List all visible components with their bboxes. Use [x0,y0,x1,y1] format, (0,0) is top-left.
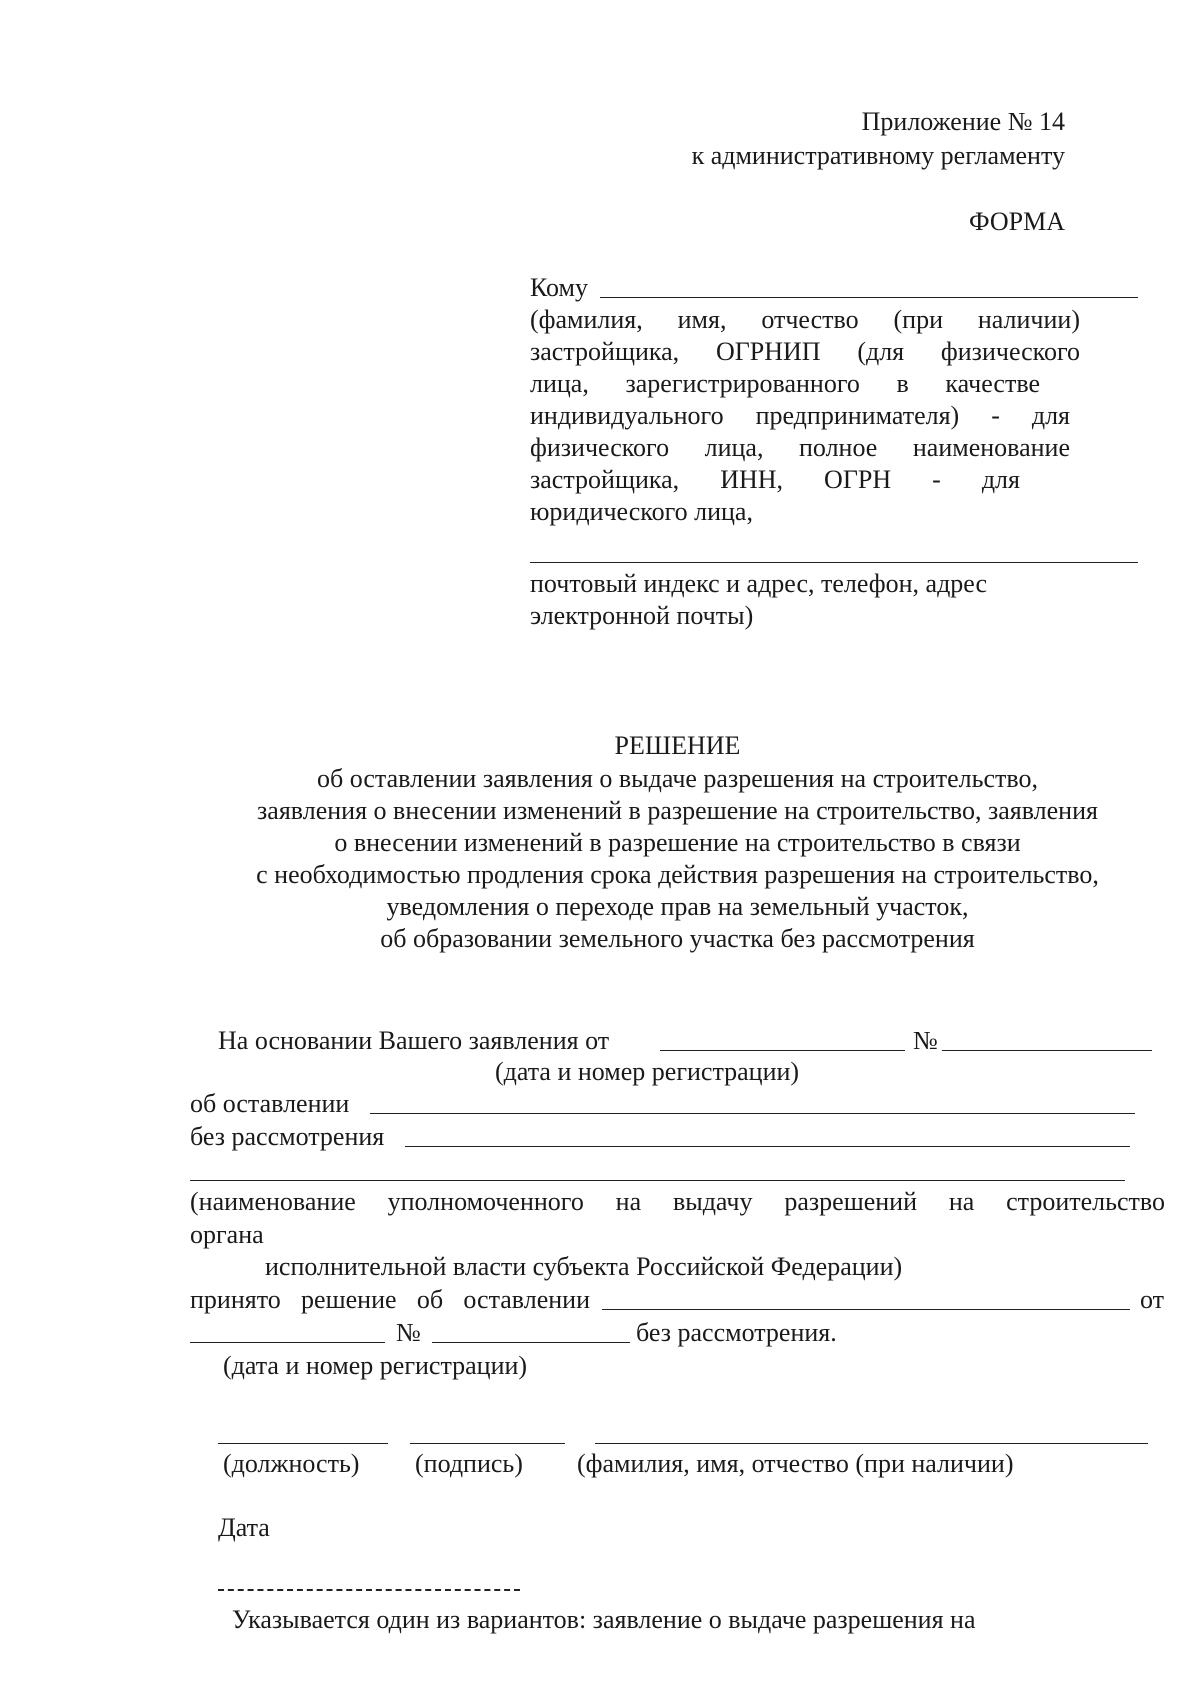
recipient-desc-line: застройщика, ИНН, ОГРН - для [530,465,1020,494]
position-hint: (должность) [223,1449,360,1478]
subtitle-line: заявления о внесении изменений в разрешение на строительство, заявления [257,796,1098,825]
date-label: Дата [218,1513,270,1542]
form-label: ФОРМА [969,207,1065,236]
application-number-field[interactable] [942,1050,1152,1051]
recipient-desc-line: физического лица, полное наименование [530,433,1070,462]
subtitle-line: об образовании земельного участка без рассмотрения [380,924,975,953]
no-review-field[interactable] [405,1146,1130,1147]
appendix-number: Приложение № 14 [861,107,1065,136]
decision-number-field[interactable] [432,1342,630,1343]
basis-text: На основании Вашего заявления от [218,1026,610,1055]
footnote-separator [218,1589,520,1591]
authority-hint-line3: исполнительной власти субъекта Российской Федерации) [265,1252,903,1281]
recipient-name-field[interactable] [600,297,1138,298]
authority-field[interactable] [190,1180,1125,1181]
subtitle-line: с необходимостью продления срока действия разрешения на строительство, [256,860,1099,889]
decision-date-field[interactable] [190,1342,385,1343]
authority-hint-line1: (наименование уполномоченного на выдачу разрешений на строительство [190,1187,1165,1216]
recipient-address-hint [530,568,987,632]
recipient-desc-line: лица, зарегистрированного в качестве [530,369,1040,398]
appendix-regulation: к административному регламенту [691,141,1065,170]
position-field[interactable] [218,1443,388,1444]
decision-leave-field[interactable] [602,1309,1130,1310]
recipient-desc-line: застройщика, ОГРНИП (для физического [530,337,1080,366]
address-hint-line: электронной почты) [530,601,754,630]
to-label: Кому [530,273,589,302]
number-sign-2: № [396,1318,421,1347]
no-review-end: без рассмотрения. [636,1318,837,1347]
application-date-field[interactable] [660,1050,905,1051]
footnote-text: Указывается один из вариантов: заявление о выдаче разрешения на [232,1605,976,1634]
no-review-label: без рассмотрения [190,1122,385,1151]
decision-subtitle [0,763,1200,955]
leave-field[interactable] [370,1113,1135,1114]
recipient-description [530,304,1080,528]
signature-hint: (подпись) [415,1449,523,1478]
recipient-desc-line: (фамилия, имя, отчество (при наличии) [530,305,1080,334]
recipient-address-field[interactable] [530,562,1138,563]
subtitle-line: о внесении изменений в разрешение на строительство в связи [334,828,1021,857]
address-hint-line: почтовый индекс и адрес, телефон, адрес [530,569,988,598]
full-name-field[interactable] [595,1443,1148,1444]
decision-heading: РЕШЕНИЕ [614,731,741,760]
decision-text: принято решение об оставлении [190,1285,590,1314]
date-reg-hint-2: (дата и номер регистрации) [223,1351,528,1380]
full-name-hint: (фамилия, имя, отчество (при наличии) [577,1449,1014,1478]
leave-label: об оставлении [190,1089,350,1118]
subtitle-line: уведомления о переходе прав на земельный участок, [386,892,969,921]
recipient-desc-line: индивидуального предпринимателя) - для [530,401,1070,430]
number-sign: № [913,1026,938,1055]
signature-field[interactable] [410,1443,565,1444]
subtitle-line: об оставлении заявления о выдаче разрешения на строительство, [317,764,1038,793]
authority-hint-line2: органа [190,1220,264,1249]
from-label: от [1140,1285,1165,1314]
date-reg-hint: (дата и номер регистрации) [495,1057,800,1086]
recipient-desc-line: юридического лица, [530,497,753,526]
